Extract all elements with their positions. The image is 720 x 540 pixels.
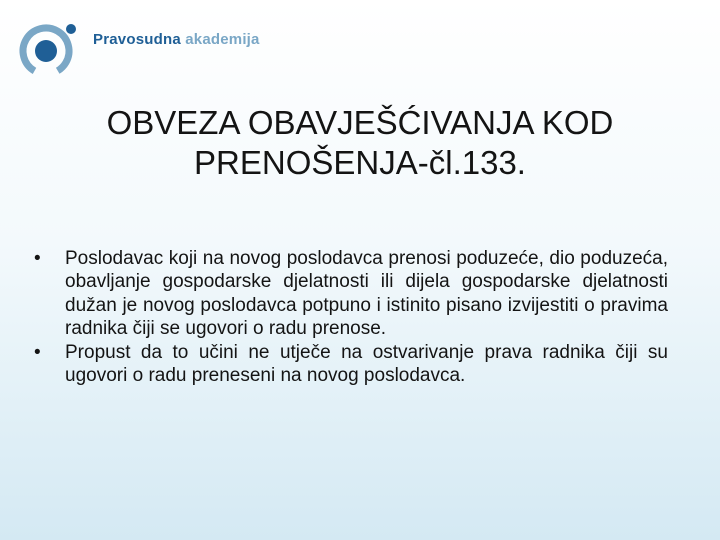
pravosudna-akademija-logo-icon [12,18,84,80]
brand-name-part1: Pravosudna [93,31,181,48]
brand-name-part2: akademija [185,31,260,48]
slide-title-line1: OBVEZA OBAVJEŠĆIVANJA KOD [106,104,614,141]
bullet-item [28,341,668,388]
slide-title [40,103,680,183]
bullet-text: Poslodavac koji na novog poslodavca prenosi poduzeće, dio poduzeća, obavljanje gospodarske djelatnosti ili dijela gospodarske djelatnosti dužan je novog poslodavca potpuno i istinito pisano izvijestiti o pravima radnika čiji se ugovori o radu prenose. [65,248,668,340]
brand-name [93,31,260,48]
bullet-item [28,247,668,341]
bullet-dot-icon: • [34,341,41,363]
bullet-list [28,247,668,387]
bullet-dot-icon: • [34,248,41,269]
bullet-text: Propust da to učini ne utječe na ostvarivanje prava radnika čiji su ugovori o radu preneseni na novog poslodavca. [65,341,668,387]
slide-title-line2: PRENOŠENJA-čl.133. [194,144,526,181]
